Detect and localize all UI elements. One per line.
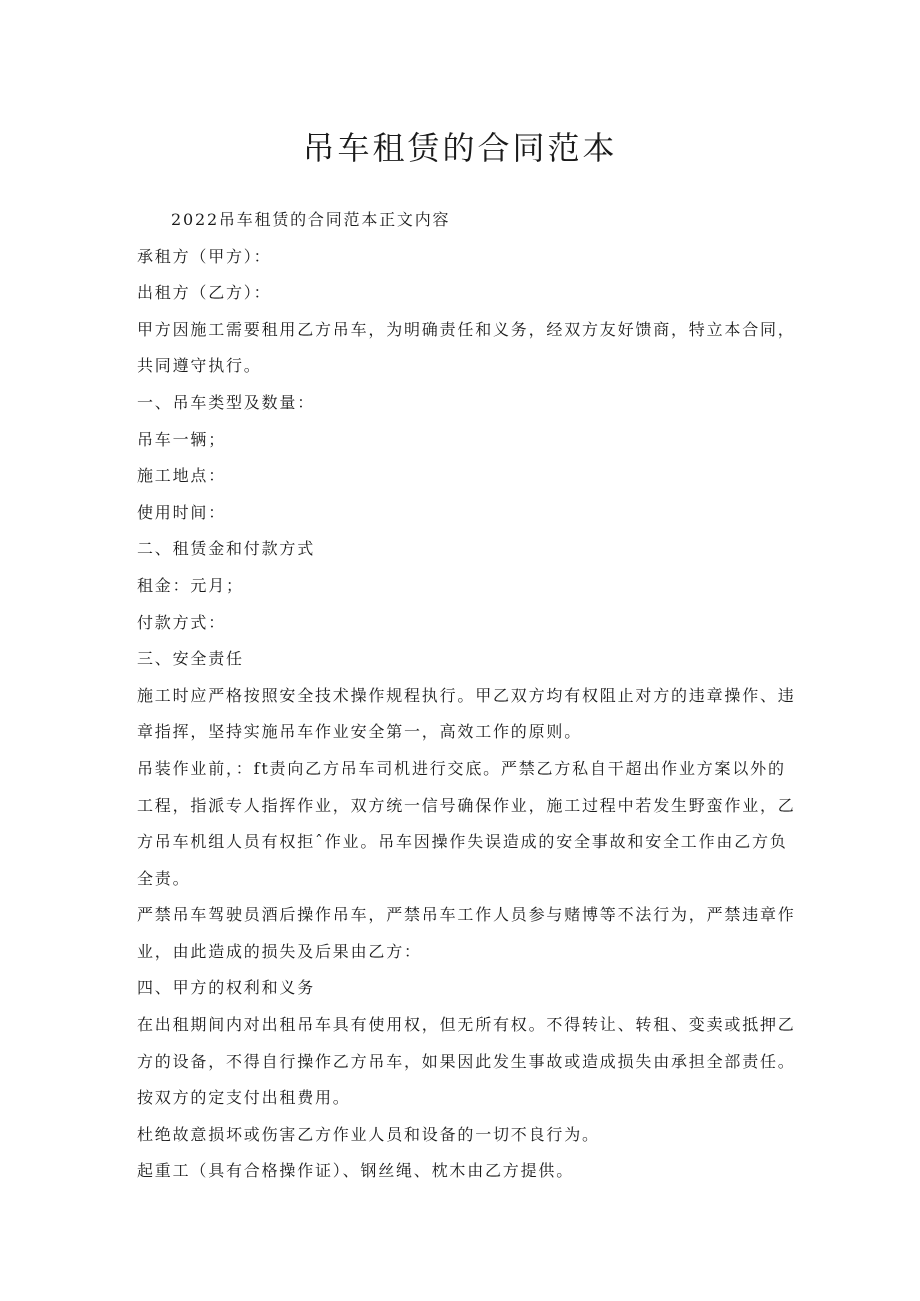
- preamble-paragraph: 甲方因施工需要租用乙方吊车，为明确责任和义务，经双方友好馈商，特立本合同，共同遵守执行。: [137, 319, 796, 376]
- safety-paragraph-1: 施工时应严格按照安全技术操作规程执行。甲乙双方均有权阻止对方的违章操作、违章指挥，坚持实施吊车作业安全第一，高效工作的原则。: [137, 685, 796, 742]
- rent-line: 租金：元月；: [137, 575, 244, 595]
- section-2-heading: 二、租赁金和付款方式: [137, 539, 316, 559]
- safety-paragraph-2: 吊装作业前，：ft责向乙方吊车司机进行交底。严禁乙方私自干超出作业方案以外的工程，指派专人指挥作业，双方统一信号确保作业，施工过程中若发生野蛮作业，乙方吊车机组人员有权拒ˆ作业。吊车因操作失误造成的安全事故和安全工作由乙方负全责。: [137, 758, 796, 888]
- rights-paragraph-1: 在出租期间内对出租吊车具有使用权，但无所有权。不得转让、转租、变卖或抵押乙方的设备，不得自行操作乙方吊车，如果因此发生事故或造成损失由承担全部责任。: [137, 1015, 796, 1071]
- site-line: 施工地点：: [137, 466, 227, 486]
- safety-paragraph-3: 严禁吊车驾驶员酒后操作吊车，严禁吊车工作人员参与赌博等不法行为，严禁违章作业，由此造成的损失及后果由乙方：: [137, 905, 796, 961]
- body-intro: 2022吊车租赁的合同范本正文内容: [171, 210, 451, 229]
- document-title: 吊车租赁的合同范本: [302, 129, 618, 167]
- section-3-heading: 三、安全责任: [137, 649, 244, 669]
- rights-paragraph-3: 杜绝故意损坏或伤害乙方作业人员和设备的一切不良行为。: [137, 1124, 600, 1144]
- usage-time-line: 使用时间：: [137, 502, 227, 522]
- rights-paragraph-2: 按双方的定支付出租费用。: [137, 1088, 351, 1108]
- crane-count-line: 吊车一辆；: [137, 429, 227, 449]
- lessee-line: 承租方（甲方）：: [137, 246, 272, 266]
- rights-paragraph-4: 起重工（具有合格操作证）、钢丝绳、枕木由乙方提供。: [137, 1161, 575, 1181]
- payment-method-line: 付款方式：: [137, 612, 227, 632]
- document-body: [137, 202, 797, 1190]
- lessor-line: 出租方（乙方）：: [137, 283, 272, 303]
- section-1-heading: 一、吊车类型及数量：: [137, 392, 316, 412]
- section-4-heading: 四、甲方的权利和义务: [137, 978, 316, 998]
